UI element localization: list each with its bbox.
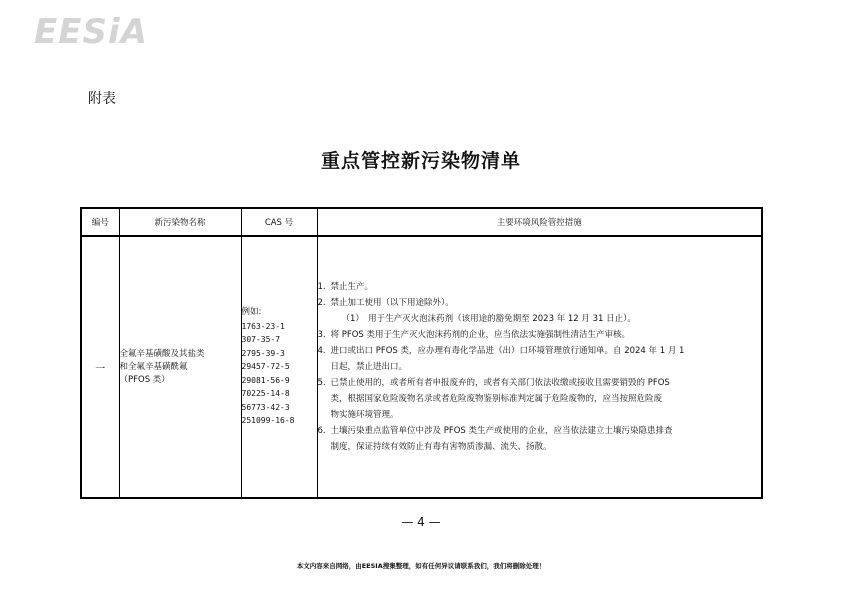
measure-continuation: 制度，保证持续有效防止有毒有害物质渗漏、流失、扬散。 — [330, 442, 552, 452]
measure-item: 4. 进口或出口 PFOS 类，应办理有毒化学品进（出）口环境管理放行通知单。自 2024 年 1 月 1 — [317, 346, 685, 356]
pollutant-name-line: 和全氟辛基磺酰氟 — [119, 361, 188, 372]
pollutant-table — [80, 207, 763, 499]
measure-item: 5. 已禁止使用的，或者所有者申报废弃的，或者有关部门依法收缴或接收且需要销毁的 PFOS — [317, 378, 670, 388]
page-number: — 4 — — [401, 515, 441, 529]
pollutant-name-cell — [119, 236, 241, 498]
measure-item: 1. 禁止生产。 — [317, 282, 374, 292]
cas-number: 307-35-7 — [241, 335, 281, 345]
row-number: 一 — [81, 236, 119, 498]
table-header-row — [81, 208, 762, 236]
cas-number: 251099-16-8 — [241, 416, 295, 426]
header-pollutant-name: 新污染物名称 — [119, 208, 241, 236]
cas-number: 29081-56-9 — [241, 375, 290, 385]
cas-number: 2795-39-3 — [241, 348, 285, 358]
footer-disclaimer: 本文内容来自网络，由EESIA搜集整理，如有任何异议请联系我们，我们将删除处理！ — [296, 562, 546, 570]
cas-example-label: 例如: — [241, 307, 262, 318]
document-title: 重点管控新污染物清单 — [320, 150, 521, 172]
pollutant-name-line: （PFOS 类） — [119, 374, 170, 385]
appendix-label: 附表 — [88, 91, 116, 107]
measure-continuation: 类，根据国家危险废物名录或者危险废物鉴别标准判定属于危险废物的，应当按照危险废 — [330, 394, 663, 404]
measure-item: 6. 土壤污染重点监管单位中涉及 PFOS 类生产或使用的企业，应当依法建立土壤污染隐患排查 — [317, 426, 673, 436]
header-control-measures: 主要环境风险管控措施 — [317, 208, 762, 236]
measure-item: 2. 禁止加工使用（以下用途除外）。 — [317, 298, 454, 308]
cas-number: 29457-72-5 — [241, 362, 290, 372]
brand-logo: EESiA — [34, 12, 148, 52]
pollutant-name-line: 全氟辛基磺酸及其盐类 — [119, 348, 205, 359]
table-row — [81, 236, 762, 498]
control-measures-cell — [317, 236, 762, 498]
measure-subitem: （1） 用于生产灭火泡沫药剂（该用途的豁免期至 2023 年 12 月 31 日止）。 — [341, 314, 636, 324]
cas-number: 56773-42-3 — [241, 402, 290, 412]
measure-continuation: 物实施环境管理。 — [330, 410, 399, 420]
cas-number: 1763-23-1 — [241, 321, 285, 331]
cas-number: 70225-14-8 — [241, 389, 290, 399]
cas-number-cell — [241, 236, 317, 498]
header-number: 编号 — [81, 208, 119, 236]
header-cas-number: CAS 号 — [241, 208, 317, 236]
measure-continuation: 日起，禁止进出口。 — [330, 362, 408, 372]
measure-item: 3. 将 PFOS 类用于生产灭火泡沫药剂的企业，应当依法实施强制性清洁生产审核。 — [317, 330, 631, 340]
